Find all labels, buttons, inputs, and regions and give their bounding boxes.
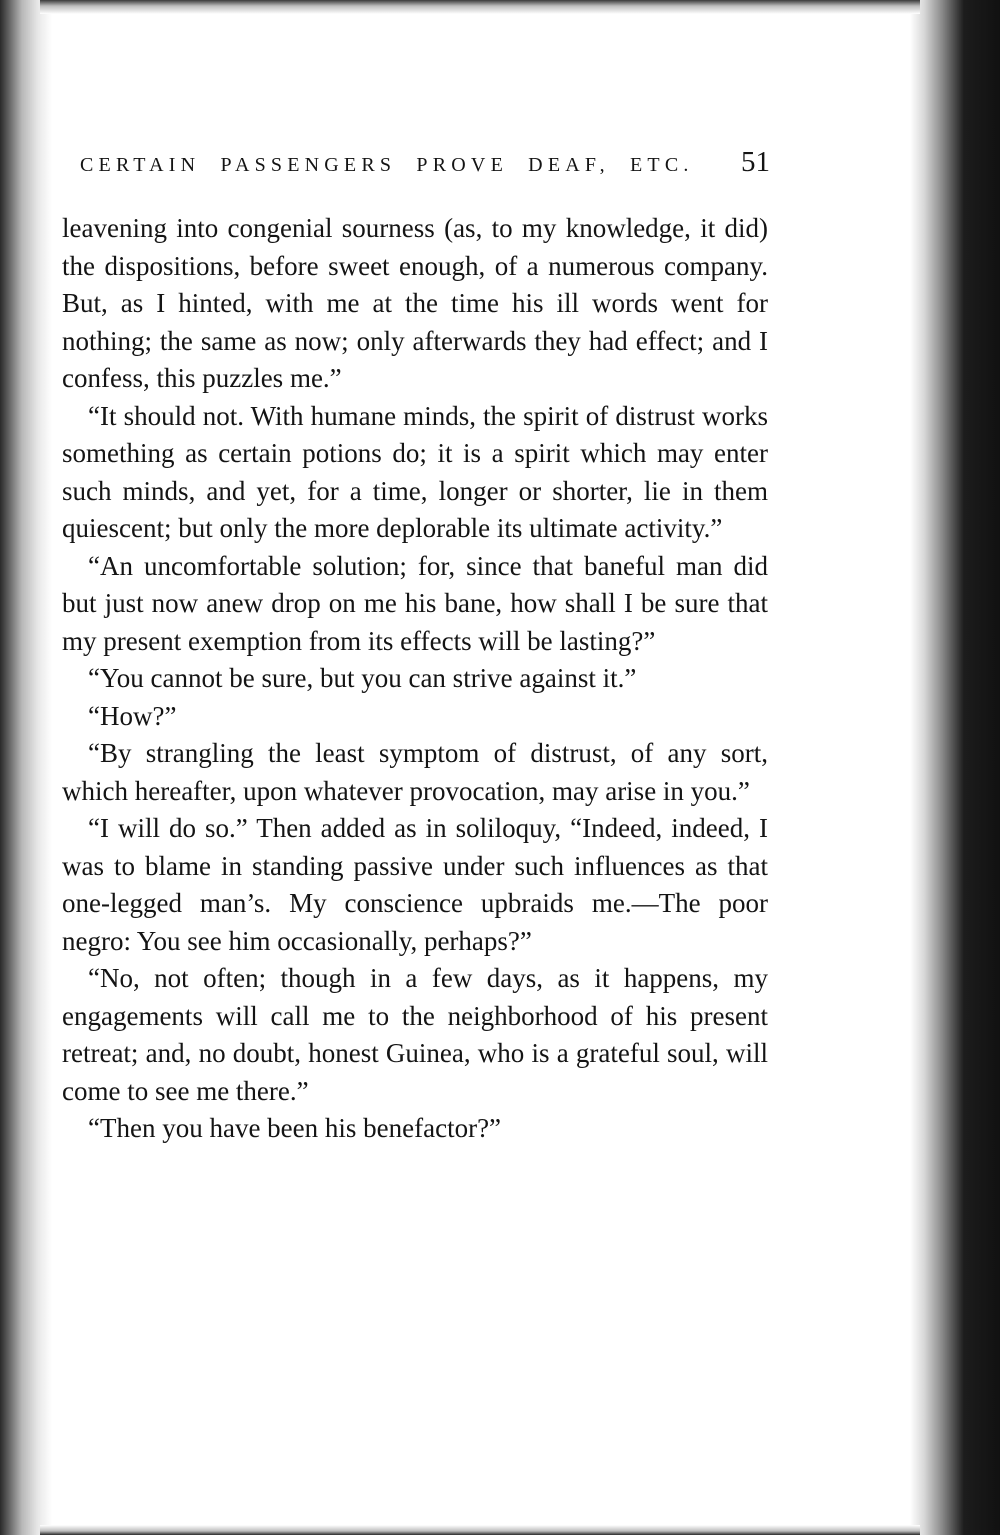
running-head bbox=[80, 146, 770, 186]
page-number: 51 bbox=[741, 146, 770, 178]
paragraph: “How?” bbox=[88, 700, 177, 731]
paragraph: leavening into congenial sourness (as, to my knowledge, it did) the dispositions, before sweet enough, of a numerous company. But, as I hinted, with me at the time his ill words went for nothing; the same as now; only afterwards they had effect; and I confess, this puzzles me.” bbox=[62, 213, 768, 393]
scan-top-edge bbox=[40, 0, 920, 14]
body-text bbox=[62, 210, 768, 1148]
scan-binding-shadow bbox=[0, 0, 52, 1535]
paragraph: “An uncomfortable solution; for, since that baneful man did but just now anew drop on me his bane, how shall I be sure that my present exemption from its effects will be lasting?” bbox=[62, 550, 768, 656]
paragraph: “You cannot be sure, but you can strive against it.” bbox=[88, 663, 637, 693]
paragraph: “It should not. With humane minds, the spirit of distrust works something as certain potions do; it is a spirit which may enter such minds, and yet, for a time, longer or shorter, lie in them quiescent; but only the more deplorable its ultimate activity.” bbox=[62, 400, 768, 543]
paragraph: “I will do so.” Then added as in soliloquy, “Indeed, indeed, I was to blame in standing passive under such influences as that one-legged man’s. My conscience upbraids me.—The poor negro: You see him occasionally, perhaps?” bbox=[62, 813, 768, 956]
paragraph: “By strangling the least symptom of distrust, of any sort, which hereafter, upon whatever provocation, may arise in you.” bbox=[62, 738, 768, 806]
running-head-title: CERTAIN PASSENGERS PROVE DEAF, ETC. bbox=[80, 154, 694, 176]
paragraph: “Then you have been his benefactor?” bbox=[88, 1113, 502, 1143]
scan-page-edge-shadow bbox=[910, 0, 1000, 1535]
scan-bottom-edge bbox=[40, 1525, 920, 1535]
paragraph: “No, not often; though in a few days, as it happens, my engagements will call me to the neighborhood of his present retreat; and, no doubt, honest Guinea, who is a grateful soul, will come to see me there.” bbox=[62, 963, 768, 1106]
